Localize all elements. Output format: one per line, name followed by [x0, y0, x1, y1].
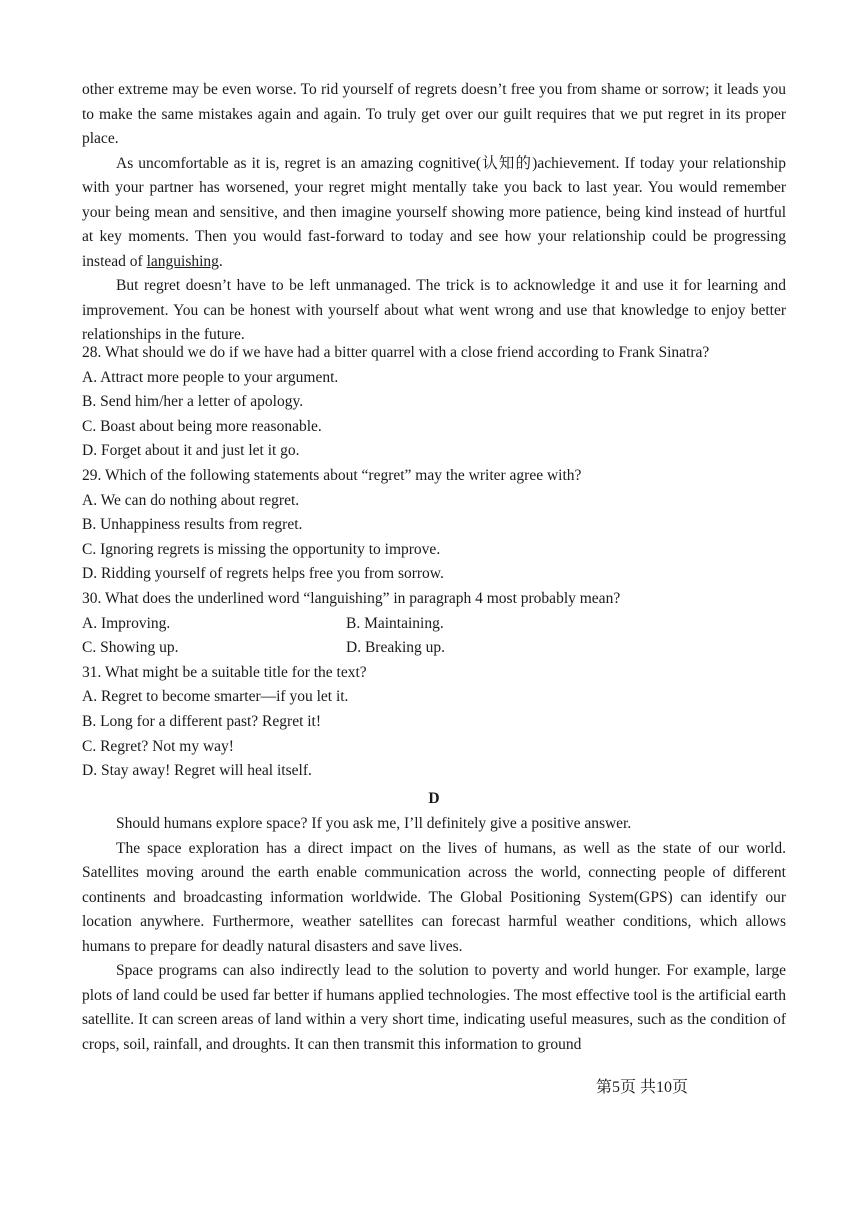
passage-d-paragraph-2: The space exploration has a direct impact on the lives of humans, as well as the state of our world. Satellites moving around the earth enable communication across the world, connecting people of different continents and broadcasting information worldwide. The Global Positioning System(GPS) can identify our location anywhere. Furthermore, weather satellites can forecast harmful weather conditions, which allows humans to prepare for deadly natural disasters and save lives. [82, 839, 786, 955]
question-30-row-1 [82, 612, 786, 637]
question-31-stem: 31. What might be a suitable title for the text? [82, 663, 367, 681]
page-number-footer: 第5页 共10页 [596, 1079, 689, 1096]
passage-d-paragraph-3: Space programs can also indirectly lead to the solution to poverty and world hunger. For example, large plots of land could be used far better if humans applied technologies. The most effective tool is the artificial earth satellite. It can screen areas of land within a very short time, indicating useful measures, such as the condition of crops, soil, rainfall, and droughts. It can then transmit this information to ground [82, 962, 786, 1053]
underlined-word: languishing [146, 252, 219, 270]
passage-c-paragraph-1: other extreme may be even worse. To rid yourself of regrets doesn’t free you from shame or sorrow; it leads you to make the same mistakes again and again. To truly get over our guilt requires that we put regret in its proper place. [82, 81, 786, 147]
question-29-stem: 29. Which of the following statements about “regret” may the writer agree with? [82, 466, 582, 484]
question-28-option-d: D. Forget about it and just let it go. [82, 442, 300, 460]
passage-c [82, 78, 786, 348]
passage-d-heading: D [428, 790, 440, 807]
question-29-option-a: A. We can do nothing about regret. [82, 491, 300, 509]
question-30-option-a: A. Improving. [82, 614, 171, 632]
passage-c-paragraph-3: But regret doesn’t have to be left unmanaged. The trick is to acknowledge it and use it for learning and improvement. You can be honest with yourself about what went wrong and use that knowledge to enjoy better relationships in the future. [82, 277, 786, 343]
question-29-option-c: C. Ignoring regrets is missing the opportunity to improve. [82, 540, 441, 558]
question-28-option-c: C. Boast about being more reasonable. [82, 417, 322, 435]
question-30-option-b: B. Maintaining. [346, 614, 444, 632]
question-28-option-b: B. Send him/her a letter of apology. [82, 393, 304, 411]
passage-d-paragraph-1: Should humans explore space? If you ask me, I’ll definitely give a positive answer. [116, 815, 632, 832]
question-28-stem: 28. What should we do if we have had a bitter quarrel with a close friend according to Frank Sinatra? [82, 344, 710, 361]
question-31-option-c: C. Regret? Not my way! [82, 737, 234, 755]
passage-c-paragraph-2-end: . [218, 252, 223, 270]
question-29-option-b: B. Unhappiness results from regret. [82, 516, 303, 534]
passage-d [82, 786, 786, 1057]
question-29-option-d: D. Ridding yourself of regrets helps free you from sorrow. [82, 565, 444, 583]
passage-c-paragraph-2-text: As uncomfortable as it is, regret is an amazing cognitive(认知的)achievement. If today your relationship with your partner has worsened, your regret might mentally take you back to last year. You would remember your being mean and sensitive, and then imagine yourself showing more patience, being kind instead of hurtful at key moments. Then you would fast-forward to today and see how your relationship could be progressing instead of [82, 154, 786, 270]
question-30-option-c: C. Showing up. [82, 639, 179, 657]
question-30-stem: 30. What does the underlined word “languishing” in paragraph 4 most probably mean? [82, 589, 621, 607]
questions-section [82, 341, 786, 784]
question-28-option-a: A. Attract more people to your argument. [82, 368, 339, 386]
question-31-option-b: B. Long for a different past? Regret it! [82, 712, 322, 730]
question-31-option-d: D. Stay away! Regret will heal itself. [82, 762, 312, 780]
question-31-option-a: A. Regret to become smarter—if you let it. [82, 688, 349, 706]
question-30-option-d: D. Breaking up. [346, 639, 446, 657]
question-30-row-2 [82, 636, 786, 661]
passage-c-paragraph-2 [82, 152, 786, 275]
